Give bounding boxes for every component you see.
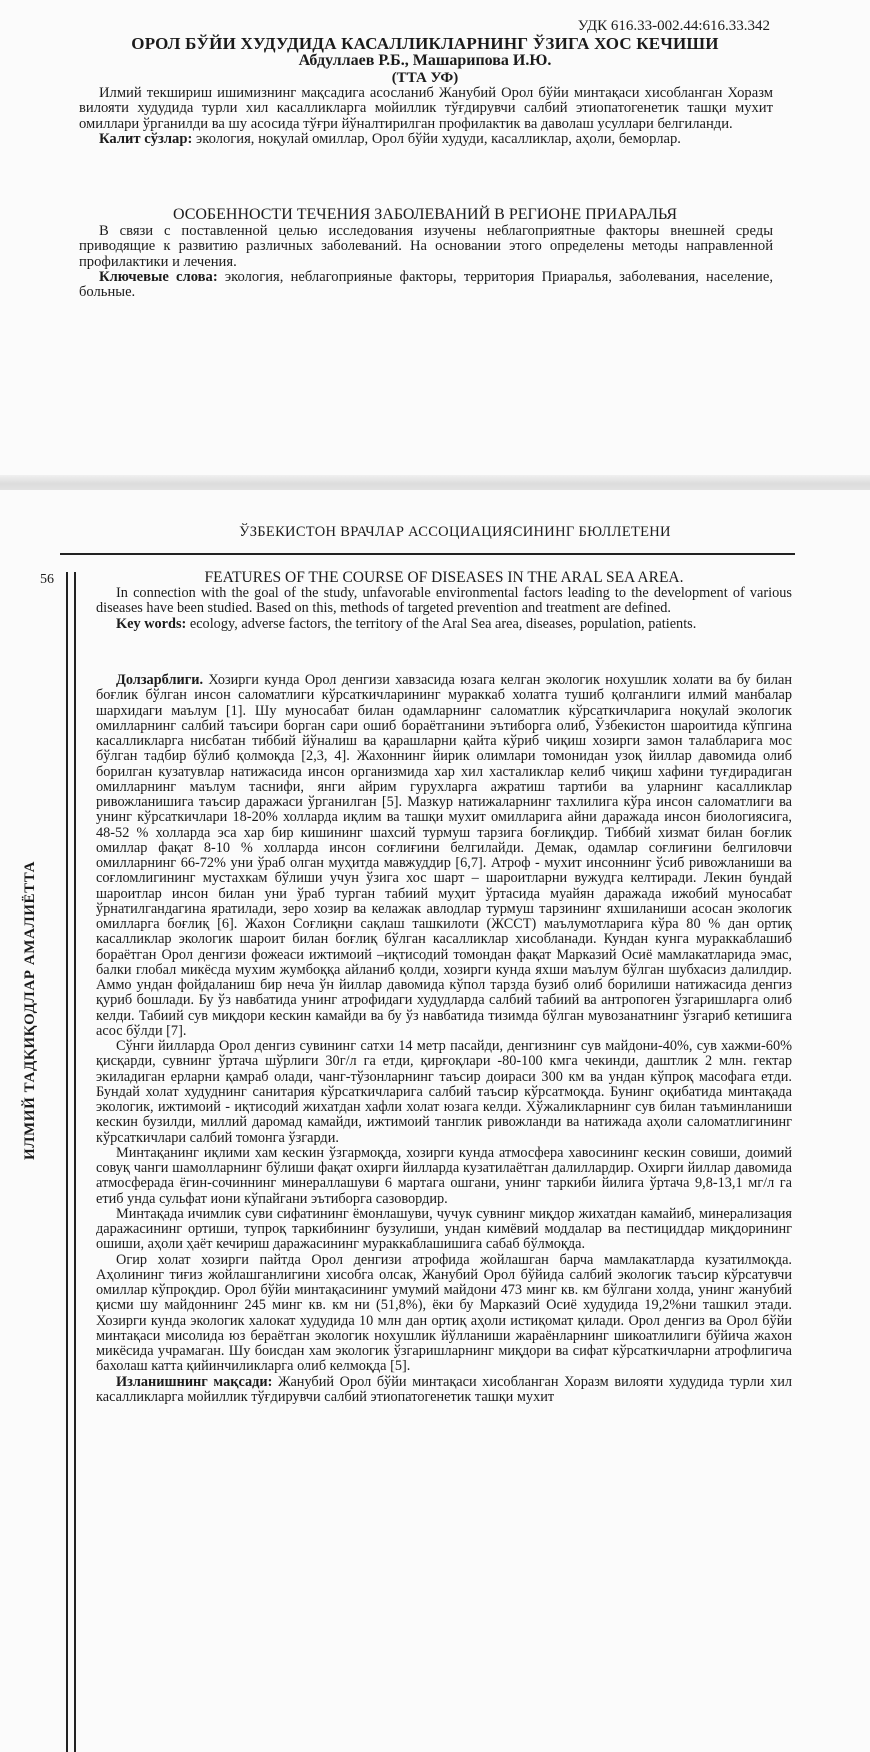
keywords-ru-text: экология, неблагоприяные факторы, территория Приаралья, заболевания, население, больные. [79, 268, 773, 301]
abstract-ru-block [79, 224, 773, 300]
authors: Абдуллаев Р.Б., Машарипова И.Ю. [298, 52, 552, 69]
page-number: 56 [40, 572, 54, 587]
relevance-label: Долзарблиги. [116, 672, 204, 688]
abstract-ru: В связи с поставленной целью исследования изучены неблагоприятные факторы внешней среды приводящие к развитию различных заболеваний. На основании этого определены методы направленной профилактики и лечения. [79, 223, 773, 270]
keywords-ru-label: Ключевые слова: [99, 268, 218, 285]
header-rule [60, 553, 795, 555]
paragraph-relevance [96, 673, 792, 1039]
abstract-en-block [96, 586, 792, 632]
keywords-uz [79, 132, 773, 147]
abstract-en: In connection with the goal of the study, unfavorable environmental factors leading to the development of various diseases have been studied. Based on this, methods of targeted prevention and treatment are defined. [96, 585, 792, 617]
article-body [96, 673, 792, 1405]
article-title-uz: ОРОЛ БЎЙИ ХУДУДИДА КАСАЛЛИКЛАРНИНГ ЎЗИГА ХОС КЕЧИШИ [131, 34, 719, 53]
journal-header: ЎЗБЕКИСТОН ВРАЧЛАР АССОЦИАЦИЯСИНИНГ БЮЛЛЕТЕНИ [239, 524, 671, 540]
side-rule [66, 572, 76, 1752]
aim-label: Изланишнинг мақсади: [116, 1373, 273, 1390]
side-label: ИЛМИЙ ТАДҚИҚОДЛАР АМАЛИЁТТА [22, 860, 38, 1160]
paragraph-3: Минтақанинг иқлими хам кескин ўзгармоқда, хозирги кунда атмосфера хавосининг кескин совиши, доимий совуқ чанги шамолларнинг бўлиши фақат охирги йилларда кузатилаётган далиллардир. Охирги йиллар давомида атмосферада ёгин-сочиннинг минераллашуви 6 мартага ошгани, унинг таркиби йилига ўртача 9,8-13,1 мг/л га етиб унда сульфат иони кўпайгани эътиборга сазовордир. [96, 1144, 792, 1207]
paragraph-5: Огир холат хозирги пайтда Орол денгизи атрофида жойлашган барча мамлакатларда кузатилмоқда. Аҳолининг тиғиз жойлашганлигини хисобга олсак, Жанубий Орол бўйида салбий экологик таъсир кўрсатувчи омиллар кўпроқдир. Орол бўйи минтақасининг умумий майдони 473 минг кв. км бўлгани холда, унинг жанубий қисми шу майдоннинг 245 минг кв. км ни (51,8%), ёки бу Марказий Осиё худудида 19,2%ни ташкил этади. Хозирги кунда экологик халокат худудида 10 млн дан ортиқ аҳоли истиқомат қилади. Орол денгиз ва Орол бўйи минтақаси мисолида юз бераётган экологик ноxушлик йўлланиши жараёнларнинг шикоатлилиги бўйича жахон микёсида учрамаган. Шу боисдан хам экологик ўзгаришларнинг миқдори ва сифат кўрсаткичларни атрофлигича бахолаш катта қийинчиликларга олиб келмоқда [5]. [96, 1251, 792, 1375]
keywords-uz-label: Калит сўзлар: [99, 130, 193, 147]
keywords-uz-text: экология, ноқулай омиллар, Орол бўйи худуди, касалликлар, аҳоли, беморлар. [192, 130, 681, 147]
article-title-ru: ОСОБЕННОСТИ ТЕЧЕНИЯ ЗАБОЛЕВАНИЙ В РЕГИОНЕ ПРИАРАЛЬЯ [172, 206, 678, 223]
page-upper [0, 0, 870, 480]
paragraph-2: Сўнги йилларда Орол денгиз сувининг сатхи 14 метр пасайди, денгизнинг сув майдони-40%, сув хажми-60% қисқарди, сувнинг ўртача шўрлиги 30г/л га етди, қирғоқлари -80-100 кмга чекинди, даштлик 2 млн. гектар экиладиган ерларни қамраб олади, чанг-тўзонларнинг таъсир доираси 300 км ва ундан кўпроқ масофага етди. Бундай холат худуднинг санитария кўрсаткичларига салбий таъсир кўрсатмоқда. Бунинг оқибатида минтақада экологик, ижтимоий - иқтисодий жихатдан хафли холат юзага келди. Хўжаликларнинг сув билан таъминланиши кескин бузилди, миллий даромад камайди, ижтимоий танглик ривожланди ва натижада аҳоли саломатлигининг кўрсаткичлари салбий томонга ўзгарди. [96, 1038, 792, 1146]
abstract-uz-block [79, 86, 773, 147]
relevance-text: Хозирги кунда Орол денгизи хавзасида юзага келган экологик ноxушлик холати ва бу билан боғлик бўлган инсон саломатлиги кўрсаткичларининг мураккаб холатга тушиб қолганлиги илмий манбалар шархидаги маълум [1]. Шу муносабат билан одамларнинг саломатлик кўрсаткичларига ноқулай экологик омилларнинг салбий таъсири борган сари ошиб бораётганини эътиборга олиб, Ўзбекистон шароитида кўпгина касалликларга нисбатан тиббий йўналиш ва қарашларни қайта кўриб чиқиш хозирги замон талабларига мос бўлган тадбир бўлиб қолмоқда [2,3, 4]. Жахоннинг йирик олимлари томонидан узоқ йиллар давомида олиб борилган кузатувлар натижасида инсон организмида хар хил хасталиклар келиб чиқиш хафини туғдирадиган омилларнинг маълум таснифи, янги айрим гурухларга ажратиш тартиби ва уларнинг касалликлар ривожланишига таъсир даражаси ўрганилган [5]. Мазкур натижаларнинг тахлилига кўра инсон саломатлиги ва унинг кўрсаткичлари 18-20% холларда иқлим ва ташқи мухит омилларига айни даражада инсон биологиясига, 48-52 % холларда эса хар бир кишининг шахсий турмуш тарзига боғлиқдир. Тиббий хизмат билан боғлик омиллар фақат 8-10 % холларда инсон соғлиғини белгилайди. Демак, одамлар соғлиғини белгиловчи омилларнинг 66-72% уни ўраб олган муҳитда мавжуддир [6,7]. Атроф - мухит инсоннинг ўсиб ривожланиши ва соғломлигининг мустахкам бўлиши учун ўзига хос шарт – шароитларни вужудга келтиради. Лекин бундай шароитлар инсон билан уни ўраб турган табиий муҳит ўртасида муайян даражада ижобий муносабат ўрнатилгандагина яратилади, зеро хозир ва келажак авлодлар турмуш тарзининг яхшиланиши асосан экологик омилларга боғлиқ [6]. Жахон Соғлиқни сақлаш ташкилоти (ЖССТ) маълумотларига кўра 80 % дан ортиқ касалликлар экологик шароит билан боғлиқ бўлган касалликлар хисобланади. Кундан кунга мураккаблашиб бораётган Орол денгизи фожеаси ижтимоий –иқтисодий томондан фақат Марказий Осиё мамлакатларида эмас, балки глобал микёсда мухим жумбоққа айланиб қолди, хозирги кунда яхши маълум бўлган шубхасиз далилдир. Аммо ундан фойдаланиш бир неча ўн йиллар давомида кўпол тарзда бузиб олиб борилиши натижасида денгиз қуриб бошлади. Бу ўз навбатида унинг атрофидаги худудларда салбий табиий ва антропоген ўзгаришларга олиб келди. Табиий сув миқдори кескин камайди ва бу ўз навбатида тизимда бўлган мувозанатнинг ўзгариб кетишига асос бўлди [7]. [96, 672, 792, 1039]
abstract-uz: Илмий текшириш ишимизнинг мақсадига асосланиб Жанубий Орол бўйи минтақаси хисобланган Хоразм вилояти худудида турли хил касалликларга мойиллик тўғдирувчи салбий этиопатогенетик ташқи мухит омиллари ўрганилди ва шу асосида тўғри йўналтирилган профилактик ва даволаш усуллари белгиланди. [79, 85, 773, 132]
udk-code: УДК 616.33-002.44:616.33.342 [577, 18, 770, 34]
aim-text: Жанубий Орол бўйи минтақаси хисобланган Хоразм вилояти худудида турли хил касалликларга мойиллик тўғдирувчи салбий этиопатогенетик ташқи мухит [96, 1373, 792, 1405]
paragraph-aim [96, 1375, 792, 1406]
paragraph-4: Минтақада ичимлик суви сифатининг ёмонлашуви, чучук сувнинг миқдор жихатдан камайиб, минерализация даражасининг ортиши, тупроқ таркибининг бузулиши, ундан кимёвий моддалар ва пестициддар миқдорининг ошиши, аҳоли ҳаёт кечириш даражасининг мураккаблашишига сабаб бўлмоқда. [96, 1205, 792, 1253]
keywords-ru [79, 270, 773, 301]
affiliation: (ТТА УФ) [391, 70, 459, 86]
keywords-en-text: ecology, adverse factors, the territory of the Aral Sea area, diseases, population, patients. [186, 615, 697, 632]
keywords-en-label: Key words: [116, 615, 187, 632]
keywords-en [96, 617, 792, 632]
article-title-en: FEATURES OF THE COURSE OF DISEASES IN THE ARAL SEA AREA. [204, 569, 684, 586]
